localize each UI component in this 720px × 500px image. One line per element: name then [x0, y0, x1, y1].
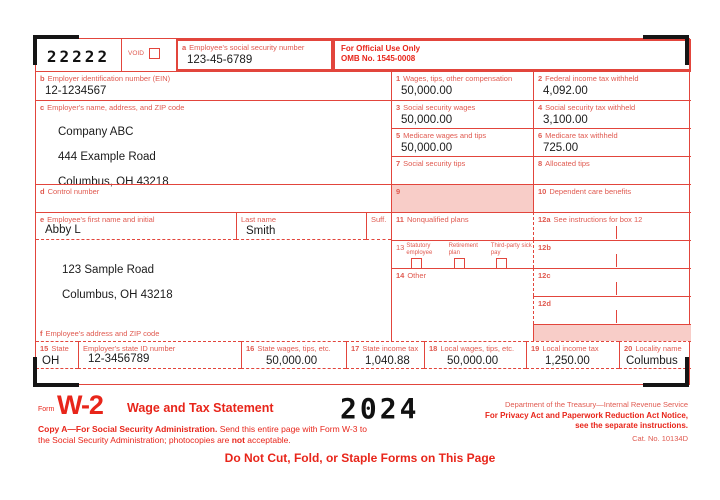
box-11-nonqualified-plans	[391, 212, 533, 240]
box-8-num: 8	[538, 159, 543, 168]
box-12c	[533, 268, 691, 296]
form-word: Form	[38, 406, 55, 413]
box-d-control-number	[36, 184, 391, 212]
box-12d-divider	[616, 310, 617, 323]
shaded-strip	[533, 324, 691, 341]
box-5-medicare-wages	[391, 128, 533, 156]
corner-bracket-top-left	[33, 35, 79, 65]
box-e-suff-label: Suff.	[371, 215, 387, 224]
box-2-federal-tax	[533, 71, 691, 100]
box-e-last-name	[236, 212, 366, 240]
box-c-employer	[36, 100, 391, 188]
catalog-number: Cat. No. 10134D	[632, 434, 688, 443]
box-19-value: 1,250.00	[545, 355, 590, 367]
box-17-state-income-tax	[346, 341, 424, 369]
employer-street: 444 Example Road	[58, 151, 156, 163]
box-6-num: 6	[538, 131, 543, 140]
official-use-line2: OMB No. 1545-0008	[341, 54, 416, 63]
form-code-22222: 22222	[46, 47, 111, 66]
box-18-value: 50,000.00	[447, 355, 499, 367]
box-18-num: 18	[429, 344, 438, 353]
box-10-num: 10	[538, 187, 547, 196]
box-12d-num: 12d	[538, 299, 551, 308]
official-use-line1: For Official Use Only	[341, 44, 421, 53]
box-11-num: 11	[396, 215, 404, 224]
privacy-act-notice: For Privacy Act and Paperwork Reduction Act Notice, see the separate instructions.	[484, 411, 688, 430]
box-b-value: 12-1234567	[45, 85, 107, 97]
box-8-allocated-tips	[533, 156, 691, 184]
box-11-label: Nonqualified plans	[406, 215, 469, 224]
box-16-num: 16	[246, 344, 255, 353]
w2-form-grid	[35, 38, 690, 385]
box-f-address-label	[36, 327, 163, 338]
box-12c-num: 12c	[538, 271, 551, 280]
do-not-cut-warning: Do Not Cut, Fold, or Staple Forms on This Page	[224, 451, 496, 465]
box-16-value: 50,000.00	[266, 355, 318, 367]
footer-right-block	[438, 400, 688, 443]
box-13-num: 13	[396, 243, 405, 252]
box-e-prefix: e	[40, 215, 45, 224]
box-20-label: Locality name	[635, 344, 682, 353]
box-15-label: State	[51, 344, 69, 353]
copy-a-mid: Send this entire page with Form W-3 to the Social Security Administration; photocopies are	[38, 424, 367, 445]
employee-last-name: Smith	[246, 225, 276, 237]
box-15-id-label: Employer's state ID number	[83, 344, 176, 353]
box-3-ss-wages	[391, 100, 533, 128]
box-1-num: 1	[396, 74, 401, 83]
box-b-prefix: b	[40, 74, 45, 83]
box-e-label: Employee's first name and initial	[47, 215, 155, 224]
box-17-value: 1,040.88	[365, 355, 410, 367]
box-15-value: OH	[42, 355, 60, 367]
box-6-value: 725.00	[543, 142, 579, 154]
tax-year: 2024	[340, 392, 420, 425]
form-title: Wage and Tax Statement	[127, 401, 274, 415]
box-7-num: 7	[396, 159, 401, 168]
box-9-shaded	[391, 184, 533, 212]
statutory-employee-label: Statutory employee	[406, 243, 433, 256]
box-12b-num: 12b	[538, 243, 551, 252]
box-e-first-name	[36, 212, 236, 240]
box-a-ssn	[176, 39, 333, 71]
box-16-state-wages	[241, 341, 346, 369]
box-12a-divider	[616, 226, 617, 239]
box-8-label: Allocated tips	[545, 159, 590, 168]
box-12a-num: 12a	[538, 215, 551, 224]
box-6-label: Medicare tax withheld	[545, 131, 618, 140]
box-4-num: 4	[538, 103, 543, 112]
void-checkbox[interactable]	[149, 48, 160, 59]
box-3-num: 3	[396, 103, 401, 112]
void-label: VOID	[128, 50, 144, 57]
box-e-last-label: Last name	[241, 215, 277, 224]
box-12c-divider	[616, 282, 617, 295]
box-2-num: 2	[538, 74, 543, 83]
box-b-label: Employer identification number (EIN)	[47, 74, 171, 83]
box-15-state-id	[78, 341, 241, 369]
box-15-num: 15	[40, 344, 49, 353]
box-9-num: 9	[396, 187, 401, 196]
box-17-label: State income tax	[362, 344, 419, 353]
box-15-id-value: 12-3456789	[88, 353, 150, 365]
box-12d	[533, 296, 691, 324]
box-20-num: 20	[624, 344, 633, 353]
box-20-value: Columbus	[626, 355, 678, 367]
box-1-wages	[391, 71, 533, 100]
box-f-label: Employee's address and ZIP code	[45, 329, 160, 338]
box-1-value: 50,000.00	[401, 85, 453, 97]
copy-a-end: acceptable.	[244, 435, 291, 445]
box-12b	[533, 240, 691, 268]
box-1-label: Wages, tips, other compensation	[403, 74, 513, 83]
box-5-value: 50,000.00	[401, 142, 453, 154]
copy-a-instructions	[38, 424, 370, 446]
box-7-label: Social security tips	[403, 159, 466, 168]
box-a-label: Employee's social security number	[189, 43, 305, 52]
box-14-num: 14	[396, 271, 405, 280]
corner-bracket-bottom-left	[33, 357, 79, 387]
box-d-label: Control number	[47, 187, 100, 196]
box-18-label: Local wages, tips, etc.	[440, 344, 515, 353]
corner-bracket-top-right	[643, 35, 689, 65]
box-7-ss-tips	[391, 156, 533, 184]
box-19-local-income-tax	[526, 341, 619, 369]
box-19-label: Local income tax	[542, 344, 599, 353]
box-a-prefix: a	[182, 43, 187, 52]
box-12b-divider	[616, 254, 617, 267]
box-13-checkboxes	[391, 240, 533, 268]
box-e-suffix	[366, 212, 391, 240]
employee-first-name: Abby L	[45, 224, 81, 236]
box-c-prefix: c	[40, 103, 45, 112]
box-3-label: Social security wages	[403, 103, 476, 112]
employee-address-box	[36, 240, 391, 341]
third-party-sick-pay-label: Third-party sick pay	[490, 243, 532, 256]
box-4-ss-tax	[533, 100, 691, 128]
retirement-plan-label: Retirement plan	[448, 243, 478, 256]
box-3-value: 50,000.00	[401, 114, 453, 126]
box-18-local-wages	[424, 341, 526, 369]
box-12a-label: See instructions for box 12	[553, 215, 643, 224]
box-5-num: 5	[396, 131, 401, 140]
official-use-box	[333, 39, 691, 71]
box-f-prefix: f	[40, 329, 43, 338]
employer-city: Columbus, OH 43218	[58, 176, 169, 188]
box-a-value: 123-45-6789	[187, 54, 253, 66]
box-2-value: 4,092.00	[543, 85, 588, 97]
box-12a	[533, 212, 691, 240]
box-d-prefix: d	[40, 187, 45, 196]
box-4-value: 3,100.00	[543, 114, 588, 126]
employee-city: Columbus, OH 43218	[62, 289, 173, 301]
corner-bracket-bottom-right	[643, 357, 689, 387]
box-5-label: Medicare wages and tips	[403, 131, 487, 140]
copy-a-not: not	[231, 435, 245, 445]
box-b-ein	[36, 71, 391, 100]
box-4-label: Social security tax withheld	[545, 103, 636, 112]
box-2-label: Federal income tax withheld	[545, 74, 639, 83]
box-17-num: 17	[351, 344, 360, 353]
box-14-label: Other	[407, 271, 427, 280]
box-10-dependent-care	[533, 184, 691, 212]
box-c-label: Employer's name, address, and ZIP code	[47, 103, 185, 112]
void-box	[121, 39, 176, 71]
form-number: W-2	[57, 390, 103, 420]
employee-street: 123 Sample Road	[62, 264, 155, 276]
employer-name: Company ABC	[58, 126, 134, 138]
box-14-other	[391, 268, 533, 341]
treasury-line: Department of the Treasury—Internal Revenue Service	[504, 400, 688, 409]
box-19-num: 19	[531, 344, 540, 353]
box-10-label: Dependent care benefits	[549, 187, 632, 196]
copy-a-bold: Copy A—For Social Security Administration.	[38, 424, 218, 434]
box-16-label: State wages, tips, etc.	[257, 344, 331, 353]
box-6-medicare-tax	[533, 128, 691, 156]
